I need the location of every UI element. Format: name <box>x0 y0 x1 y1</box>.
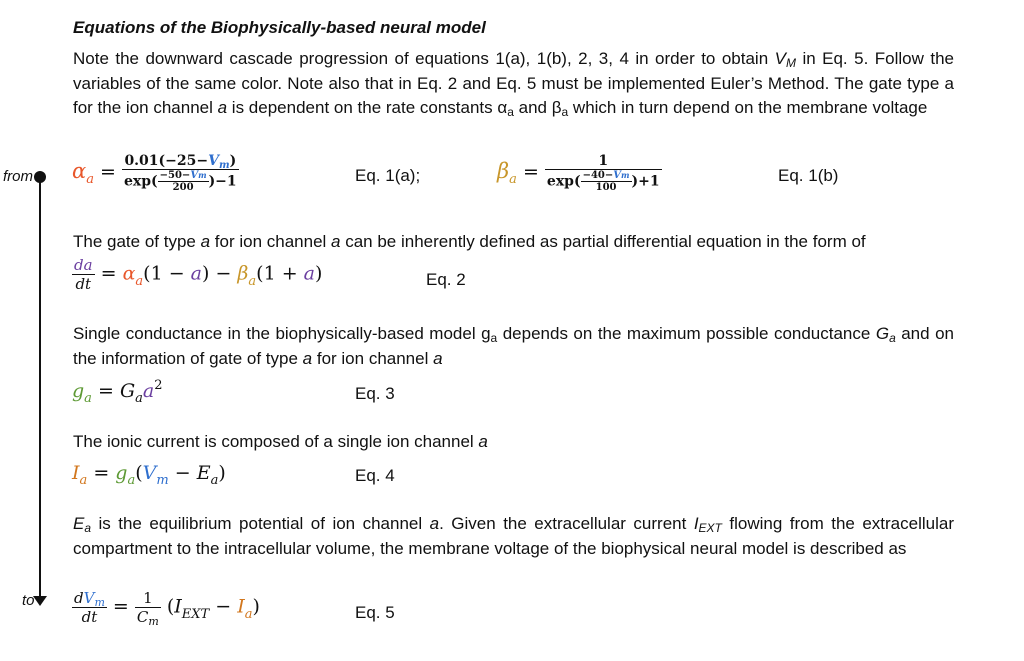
equation-1b: $\beta_a$ = 1 exp( $\frac{-40-Vm}{100}$ )+1 <box>497 153 660 193</box>
membrane-paragraph: Ea is the equilibrium potential of ion channel a. Given the extracellular current IEXT flowing from the extracellular compartment to the intracellular volume, the membrane voltage of the biophysical neural model is described as <box>73 514 954 558</box>
cascade-arrow-head <box>33 596 47 606</box>
ionic-current-paragraph: The ionic current is composed of a single ion channel a <box>73 432 488 451</box>
equation-5-label: Eq. 5 <box>355 603 395 622</box>
from-label: from <box>3 168 33 185</box>
to-label: to <box>22 592 35 609</box>
equation-1b-label: Eq. 1(b) <box>778 166 839 185</box>
conductance-paragraph: Single conductance in the biophysically-based model ga depends on the maximum possible conductance Ga and on the information of gate of type a for ion channel a <box>73 324 954 368</box>
equation-5: $\frac{dV_m}{dt}$ = $\frac{1}{C_m}$ $(I_{EXT} - I_a)$ <box>74 589 260 628</box>
equation-2: $\frac{da}{dt}$ = $\alpha_a(1 - a) - \beta_a(1 + a)$ <box>74 256 323 293</box>
gate-paragraph: The gate of type a for ion channel a can be inherently defined as partial differential equation in the form of <box>73 232 866 251</box>
equation-1a: $\alpha_a$ = $0.01(-25-V_m)$ exp( $\frac{-50-Vm}{200}$ )−1 <box>72 153 237 193</box>
equation-1a-label: Eq. 1(a); <box>355 166 421 185</box>
equation-4: $I_a = g_a(V_m - E_a)$ <box>72 462 226 488</box>
equation-2-label: Eq. 2 <box>426 270 466 289</box>
page-title: Equations of the Biophysically-based neural model <box>73 18 486 37</box>
equation-3: $g_a = G_aa^2$ <box>72 378 163 406</box>
intro-paragraph: Note the downward cascade progression of equations 1(a), 1(b), 2, 3, 4 in order to obtain VM in Eq. 5. Follow the variables of the same color. Note also that in Eq. 2 and Eq. 5 must be implemented Euler’s Method. The gate type a for the ion channel a is dependent on the rate constants αa and βa which in turn depend on the membrane voltage <box>73 49 954 119</box>
equation-3-label: Eq. 3 <box>355 384 395 403</box>
equation-4-label: Eq. 4 <box>355 466 395 485</box>
cascade-arrow-line <box>39 175 41 600</box>
